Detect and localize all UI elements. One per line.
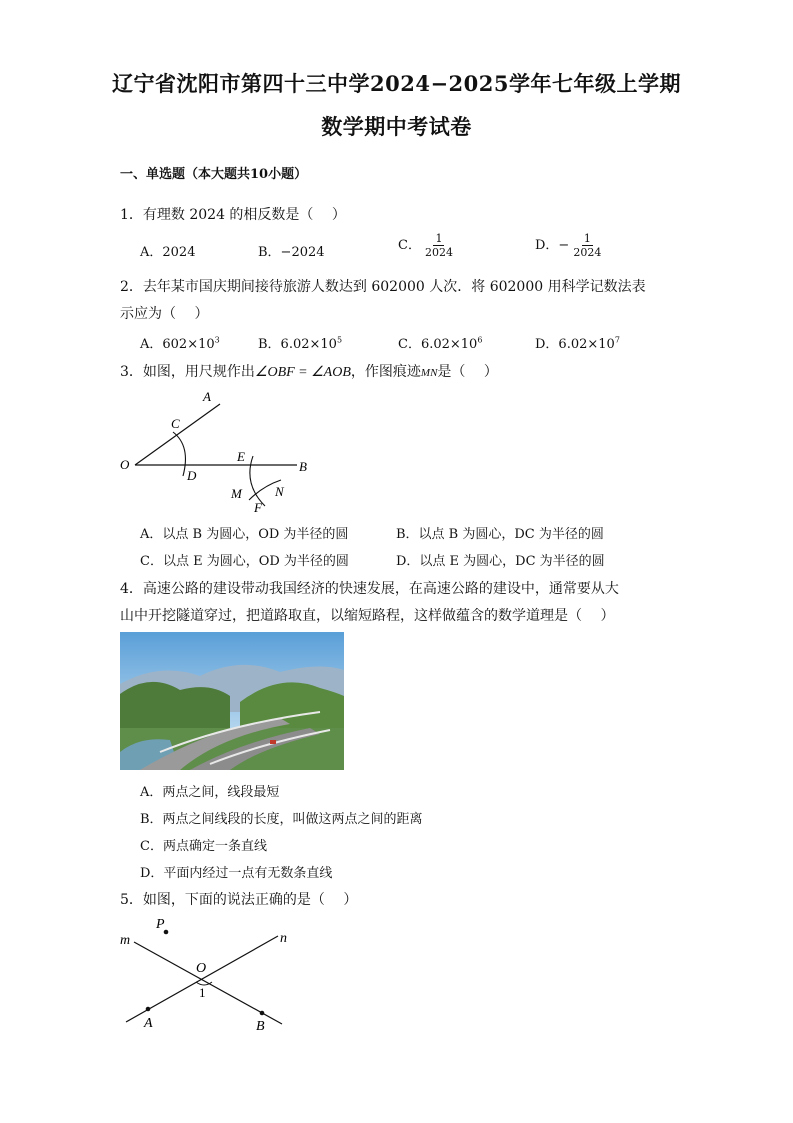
q5-figure [110,912,310,1037]
q4-option-d: D．平面内经过一点有无数条直线 [140,866,333,881]
point-a [146,1007,151,1012]
q2-option-c: C．$6.02\times 10^6$ [398,335,483,352]
question-3-stem: 3．如图，用尺规作出∠OBF = ∠AOB，作图痕迹MN是（ ） [120,364,498,380]
q1-option-c: C． $\frac{1}{2024}$ [398,232,453,259]
exam-title-line1: 辽宁省沈阳市第四十三中学2024−2025学年七年级上学期 [112,71,681,96]
question-4-stem-line1: 4．高速公路的建设带动我国经济的快速发展，在高速公路的建设中，通常要从大 [120,581,619,597]
line-m [134,942,282,1024]
point-b [260,1011,265,1016]
label-b: B [299,459,307,474]
question-2-stem-line1: 2．去年某市国庆期间接待旅游人数达到 602000 人次．将 602000 用科学记数法表 [120,279,646,295]
question-1-stem: 1．有理数 2024 的相反数是（ ） [120,207,346,223]
q2-option-d: D．$6.02\times 10^7$ [535,335,620,352]
question-4-stem-line2: 山中开挖隧道穿过，把道路取直，以缩短路程，这样做蕴含的数学道理是（ ） [120,608,615,624]
q2-option-b: B．$6.02\times 10^5$ [258,335,343,352]
ray-oa [135,404,220,465]
label-a: A [144,1016,153,1031]
label-m: M [231,486,242,501]
arc-ef [250,456,265,506]
q3-option-a: A．以点 B 为圆心，OD 为半径的圆 [140,527,349,542]
exam-title-line2: 数学期中考试卷 [321,114,472,139]
q1-option-d: D．− $\frac{1}{2024}$ [535,232,602,259]
label-o: O [196,961,207,976]
q3-option-b: B．以点 B 为圆心，DC 为半径的圆 [396,527,604,542]
label-b: B [256,1019,265,1034]
label-o: O [120,457,130,472]
q4-option-a: A．两点之间，线段最短 [140,785,280,800]
question-2-stem-line2: 示应为（ ） [120,306,209,322]
label-d: D [187,468,197,483]
q3-option-d: D．以点 E 为圆心，DC 为半径的圆 [396,554,605,569]
q3-figure [115,388,325,518]
section-heading: 一、单选题（本大题共10小题） [120,167,308,182]
q1-option-b: B．−2024 [258,245,325,260]
question-5-stem: 5．如图，下面的说法正确的是（ ） [120,892,358,908]
q1-option-d-fraction: $\frac{1}{2024}$ [573,232,602,259]
label-m: m [120,933,131,948]
q3-option-c: C．以点 E 为圆心，OD 为半径的圆 [140,554,349,569]
label-angle-1: 1 [199,985,206,1000]
label-c: C [171,416,180,431]
q4-option-c: C．两点确定一条直线 [140,839,267,854]
q2-option-a: A．$602\times 10^3$ [140,335,220,352]
highway-illustration [120,632,344,770]
arc-cd [173,432,185,476]
label-f: F [254,500,262,515]
label-n: N [275,484,284,499]
label-p: P [156,917,165,932]
label-a: A [203,389,211,404]
highway-photo [120,632,344,770]
q1-option-c-fraction: $\frac{1}{2024}$ [424,232,453,259]
label-e: E [237,449,245,464]
q4-option-b: B．两点之间线段的长度，叫做这两点之间的距离 [140,812,423,827]
q1-option-a: A．2024 [140,245,196,260]
label-n: n [280,931,287,946]
